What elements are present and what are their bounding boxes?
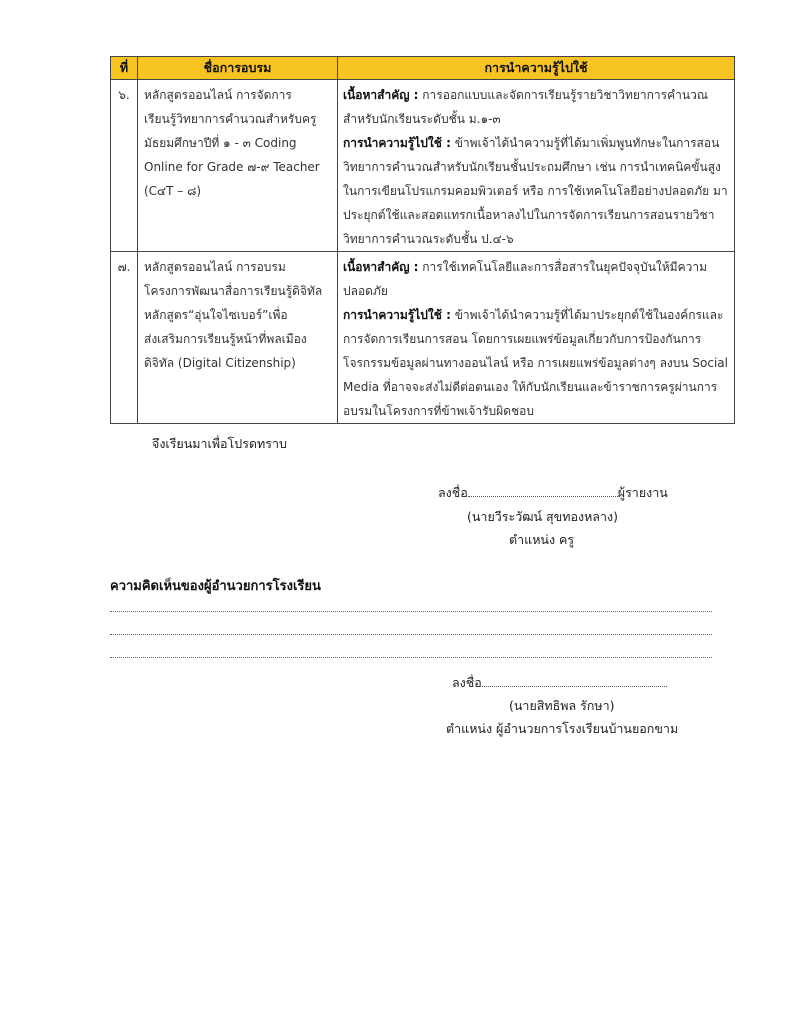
training-name-line: หลักสูตรออนไลน์ การจัดการ xyxy=(144,88,292,102)
apply-label: การนำความรู้ไปใช้ : xyxy=(343,308,451,322)
opinion-dotted-line xyxy=(110,611,712,612)
row-number: ๖. xyxy=(111,80,138,252)
sign-label: ลงชื่อ xyxy=(452,675,482,690)
reporter-position: ตำแหน่ง ครู xyxy=(509,532,575,547)
closing-text: จึงเรียนมาเพื่อโปรดทราบ xyxy=(152,436,287,451)
training-name-line: มัธยมศึกษาปีที่ ๑ - ๓ Coding xyxy=(144,136,297,150)
training-name-line: (C๔T – ๘) xyxy=(144,184,202,198)
training-name-line: ดิจิทัล (Digital Citizenship) xyxy=(144,356,296,370)
signature-dots xyxy=(482,676,667,687)
training-name-line: ส่งเสริมการเรียนรู้หน้าที่พลเมือง xyxy=(144,332,307,346)
training-name xyxy=(138,252,338,424)
training-name xyxy=(138,80,338,252)
row-number: ๗. xyxy=(111,252,138,424)
reporter-name: (นายวีระวัฒน์ สุขทองหลาง) xyxy=(467,509,618,524)
content-label: เนื้อหาสำคัญ : xyxy=(343,260,419,274)
table-row xyxy=(111,80,735,252)
application-cell xyxy=(338,252,735,424)
director-position: ตำแหน่ง ผู้อำนวยการโรงเรียนบ้านยอกขาม xyxy=(446,721,679,736)
training-name-line: เรียนรู้วิทยาการคำนวณสำหรับครู xyxy=(144,112,317,126)
content-text: การใช้เทคโนโลยีและการสื่อสารในยุคปัจจุบันให้มีความปลอดภัย xyxy=(343,260,707,298)
signature-dots xyxy=(468,486,618,497)
training-table xyxy=(110,56,735,424)
apply-paragraph xyxy=(343,131,731,251)
content-paragraph xyxy=(343,83,731,131)
application-cell xyxy=(338,80,735,252)
training-name-line: Online for Grade ๗-๙ Teacher xyxy=(144,160,320,174)
table-row xyxy=(111,252,735,424)
director-name: (นายสิทธิพล รักษา) xyxy=(509,698,615,713)
training-name-line: หลักสูตร“อุ่นใจไซเบอร์”เพื่อ xyxy=(144,308,288,322)
content-paragraph xyxy=(343,255,731,303)
opinion-title: ความคิดเห็นของผู้อำนวยการโรงเรียน xyxy=(110,579,321,594)
apply-text: ข้าพเจ้าได้นำความรู้ที่ได้มาเพิ่มพูนทักษะในการสอนวิทยาการคำนวณสำหรับนักเรียนชั้นประถมศึกษา เช่น การนำเทคนิคขั้นสูงในการเขียนโปรแกรมคอมพิวเตอร์ หรือ การใช้เทคโนโลยีอย่างปลอดภัย มาประยุกต์ใช้และสอดแทรกเนื้อหาลงไปในการจัดการเรียนการสอนรายวิชาวิทยาการคำนวณระดับชั้น ป.๔-๖ xyxy=(343,136,728,246)
opinion-dotted-line xyxy=(110,657,712,658)
header-training-name: ชื่อการอบรม xyxy=(138,57,338,80)
header-application: การนำความรู้ไปใช้ xyxy=(338,57,735,80)
director-signature-line xyxy=(452,673,667,693)
apply-label: การนำความรู้ไปใช้ : xyxy=(343,136,451,150)
reporter-signature-line xyxy=(438,483,668,503)
apply-text: ข้าพเจ้าได้นำความรู้ที่ได้มาประยุกต์ใช้ในองค์กรและการจัดการเรียนการสอน โดยการเผยแพร่ข้อมูลเกี่ยวกับการป้องกันการโจรกรรมข้อมูลผ่านทางออนไลน์ หรือ การเผยแพร่ข้อมูลต่างๆ ลงบน Social Media ที่อาจจะส่งไม่ดีต่อตนเอง ให้กับนักเรียนและข้าราชการครูผ่านการอบรมในโครงการที่ข้าพเจ้ารับผิดชอบ xyxy=(343,308,728,418)
table-header-row xyxy=(111,57,735,80)
content-label: เนื้อหาสำคัญ : xyxy=(343,88,419,102)
opinion-dotted-line xyxy=(110,634,712,635)
apply-paragraph xyxy=(343,303,731,423)
sign-label: ลงชื่อ xyxy=(438,485,468,500)
content-text: การออกแบบและจัดการเรียนรู้รายวิชาวิทยาการคำนวณสำหรับนักเรียนระดับชั้น ม.๑-๓ xyxy=(343,88,708,126)
header-no: ที่ xyxy=(111,57,138,80)
reporter-role: ผู้รายงาน xyxy=(617,485,668,500)
training-name-line: หลักสูตรออนไลน์ การอบรม xyxy=(144,260,286,274)
training-name-line: โครงการพัฒนาสื่อการเรียนรู้ดิจิทัล xyxy=(144,284,323,298)
